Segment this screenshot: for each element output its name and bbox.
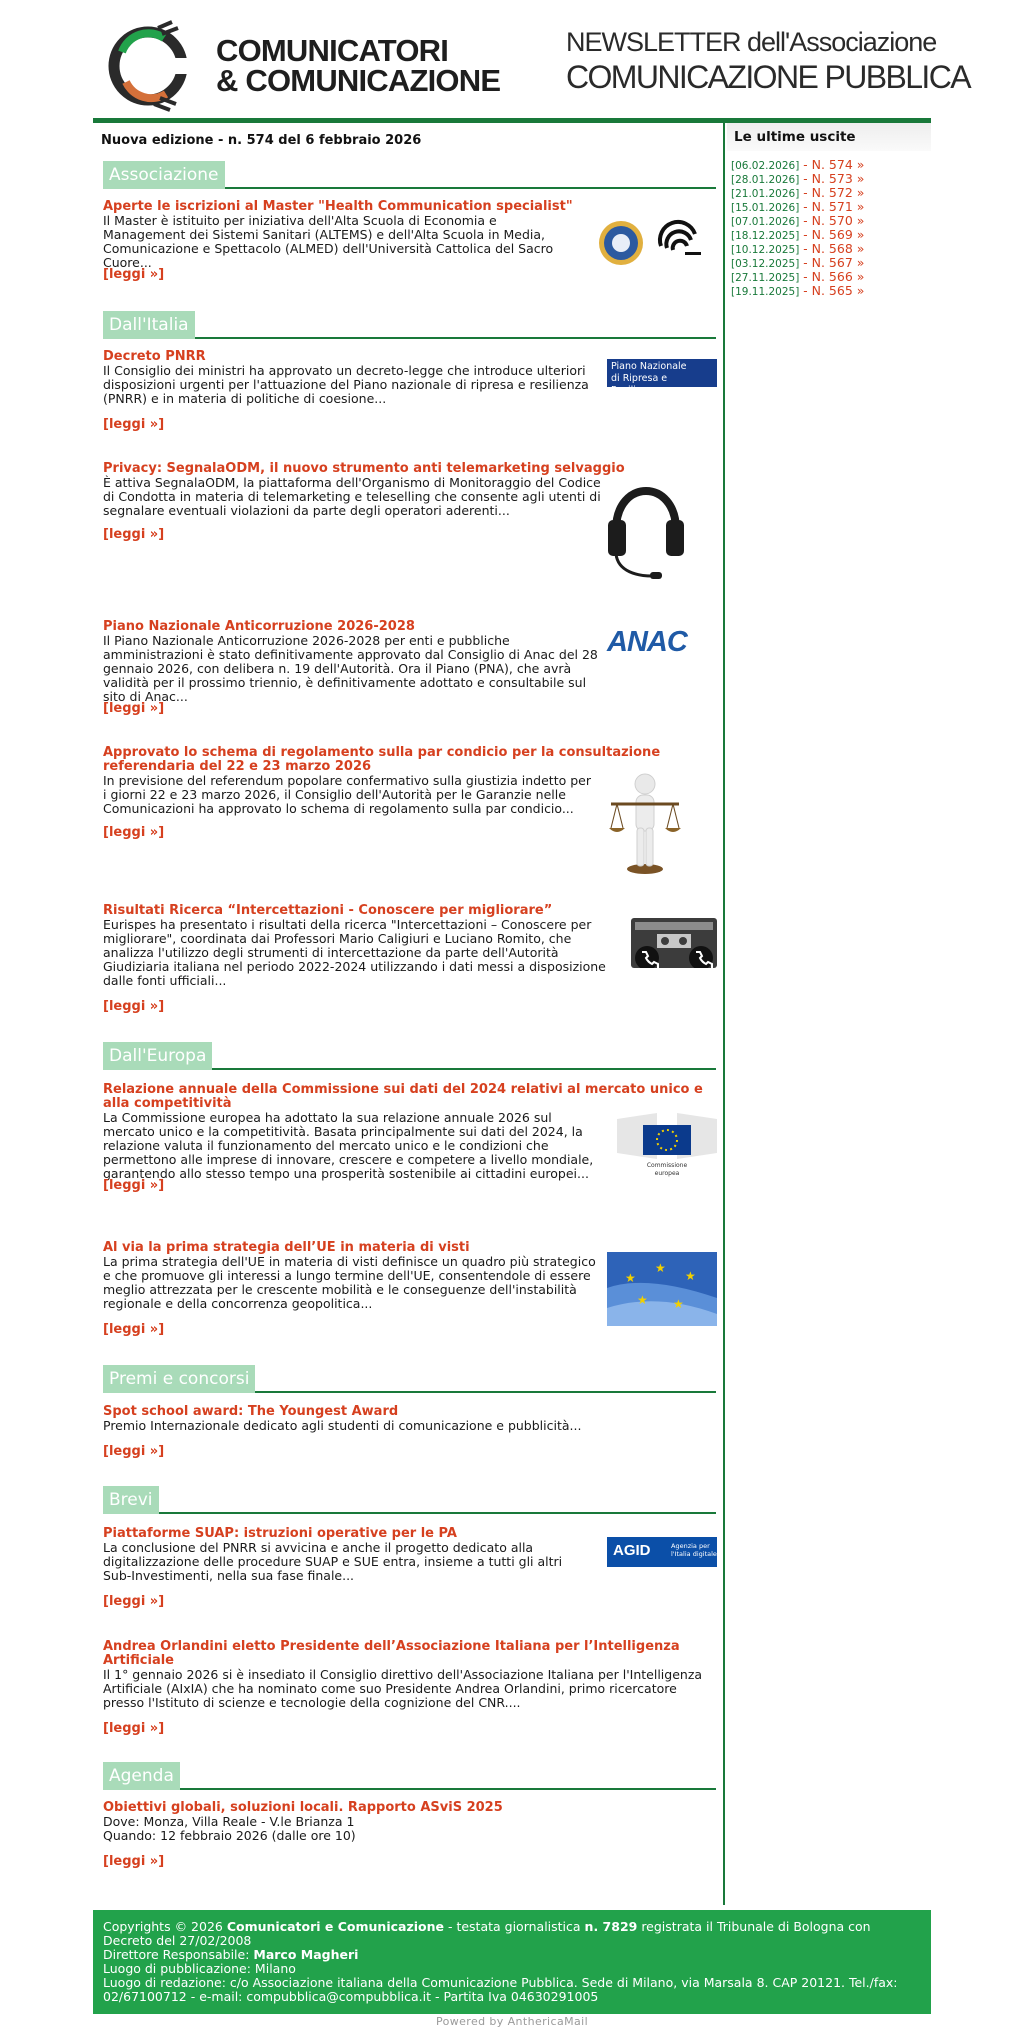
article-title-link[interactable]: Obiettivi globali, soluzioni locali. Rapporto ASviS 2025	[103, 1800, 503, 1815]
read-more-link[interactable]: [leggi »]	[103, 1854, 165, 1869]
footer	[93, 1910, 931, 2014]
logo-wordmark	[216, 33, 501, 98]
issue-separator: -	[803, 256, 808, 270]
issue-link[interactable]: N. 568 »	[811, 241, 865, 256]
read-more-link[interactable]: [leggi »]	[103, 825, 165, 840]
recent-issue-item[interactable]	[731, 172, 931, 186]
footer-decree-line: Decreto del 27/02/2008	[103, 1933, 252, 1948]
issue-separator: -	[803, 270, 808, 284]
pnrr-image[interactable]	[607, 359, 717, 396]
issue-link[interactable]: N. 570 »	[811, 213, 865, 228]
issue-date: [07.01.2026]	[731, 216, 800, 228]
article-title-link[interactable]: Piattaforme SUAP: istruzioni operative per le PA	[103, 1526, 457, 1541]
article-summary: In previsione del referendum popolare confermativo sulla giustizia indetto per i giorni 22 e 23 marzo 2026, il Consiglio dell'Autorità per le Garanzie nelle Comunicazioni ha approvato lo schema di regolamento sulla par condicio...	[103, 773, 591, 816]
article-summary: La Commissione europea ha adottato la sua relazione annuale 2026 sul mercato unico e la competitività. Basata principalmente sui dati del 2024, la relazione valuta il funzionamento del mercato unico e le condizioni che permettono alle imprese di innovare, crescere e competere a livello mondiale, garantendo allo stesso tempo una prosperità sostenibile ai cittadini europei...	[103, 1110, 594, 1181]
article-decreto-pnrr	[103, 350, 720, 440]
section-header-dall-europa	[103, 1042, 716, 1070]
star-icon: ★	[673, 1297, 684, 1311]
article-summary: Il 1° gennaio 2026 si è insediato il Consiglio direttivo dell'Associazione Italiana per l'Intelligenza Artificiale (AIxIA) che ha nominato come suo Presidente Andrea Orlandini, primo ricercatore presso l'Istituto di scienze e tecnologie della cognizione del CNR....	[103, 1667, 703, 1710]
article-intercettazioni	[103, 904, 720, 1044]
star-icon: ★	[655, 1261, 666, 1275]
article-title-link[interactable]: Spot school award: The Youngest Award	[103, 1404, 399, 1419]
article-strategia-visti	[103, 1241, 720, 1351]
section-title: Dall'Italia	[103, 311, 195, 339]
article-summary: Il Consiglio dei ministri ha approvato un decreto-legge che introduce ulteriori disposizioni urgenti per l'attuazione del Piano nazionale di ripresa e resilienza (PNRR) e in materia di politiche di coesione...	[103, 363, 589, 406]
footer-director-name: Marco Magheri	[253, 1947, 359, 1962]
issue-date: [28.01.2026]	[731, 174, 800, 186]
article-title-link[interactable]: Relazione annuale della Commissione sui dati del 2024 relativi al mercato unico e alla competitività	[103, 1082, 703, 1111]
issue-date: [15.01.2026]	[731, 202, 800, 214]
read-more-link[interactable]: [leggi »]	[103, 701, 165, 716]
recent-issue-item[interactable]	[731, 256, 931, 270]
article-details: Dove: Monza, Villa Reale - V.le Brianza 1 Quando: 12 febbraio 2026 (dalle ore 10)	[103, 1814, 356, 1843]
issue-link[interactable]: N. 565 »	[811, 283, 865, 298]
issue-link[interactable]: N. 573 »	[811, 171, 865, 186]
footer-text: - testata giornalistica	[443, 1919, 585, 1934]
article-piattaforme-suap	[103, 1527, 720, 1617]
section-header-brevi	[103, 1486, 716, 1514]
article-title-link[interactable]: Andrea Orlandini eletto Presidente dell’Associazione Italiana per l’Intelligenza Artificiale	[103, 1639, 680, 1668]
justice-figure-image[interactable]	[605, 770, 685, 876]
article-title-link[interactable]: Decreto PNRR	[103, 349, 206, 364]
commission-caption-2: europea	[654, 1170, 680, 1177]
issue-separator: -	[803, 284, 808, 298]
article-summary: Il Piano Nazionale Anticorruzione 2026-2028 per enti e pubbliche amministrazioni è stato definitivamente approvato dal Consiglio di Anac del 28 gennaio 2026, con delibera n. 19 dell'Autorità. Ora il Piano (PNA), che avrà validità per il prossimo triennio, è definitivamente adottato e consultabile sul sito di Anac...	[103, 633, 598, 704]
eu-flag-image[interactable]	[607, 1252, 717, 1326]
issue-date: [10.12.2025]	[731, 244, 800, 256]
issue-date: [21.01.2026]	[731, 188, 800, 200]
section-title: Agenda	[103, 1762, 180, 1790]
issue-date: [19.11.2025]	[731, 286, 800, 298]
star-icon: ★	[625, 1271, 636, 1285]
agid-logo-subtitle	[671, 1542, 717, 1558]
section-title: Dall'Europa	[103, 1042, 212, 1070]
recent-issue-item[interactable]	[731, 186, 931, 200]
article-spot-school	[103, 1405, 720, 1485]
pnrr-image-line-1: Piano Nazionale	[611, 361, 687, 372]
recent-issue-item[interactable]	[731, 228, 931, 242]
footer-registration-number: n. 7829	[584, 1919, 638, 1934]
read-more-link[interactable]: [leggi »]	[103, 1594, 165, 1609]
newsletter	[93, 0, 970, 2028]
article-rapporto-asvis	[103, 1801, 720, 1891]
recent-issue-item[interactable]	[731, 284, 931, 298]
issue-date: [06.02.2026]	[731, 160, 800, 172]
read-more-link[interactable]: [leggi »]	[103, 1444, 165, 1459]
recent-issues-list	[727, 151, 931, 298]
article-segnalaodm	[103, 462, 720, 602]
logo-line-2: & COMUNICAZIONE	[216, 63, 501, 98]
sidebar-title: Le ultime uscite	[727, 123, 931, 151]
anac-logo-image[interactable]: ANAC	[607, 626, 687, 658]
article-master-health	[103, 200, 720, 290]
section-header-dall-italia	[103, 311, 716, 339]
issue-link[interactable]: N. 572 »	[811, 185, 865, 200]
recent-issue-item[interactable]	[731, 242, 931, 256]
article-par-condicio	[103, 746, 720, 886]
article-anticorruzione	[103, 620, 720, 730]
read-more-link[interactable]: [leggi »]	[103, 999, 165, 1014]
footer-copyright-line	[103, 1920, 921, 1934]
section-header-premi-e-concorsi	[103, 1365, 716, 1393]
newsletter-title-line-1: NEWSLETTER dell'Associazione	[566, 27, 937, 57]
footer-publication-name: Comunicatori e Comunicazione	[226, 1919, 444, 1934]
read-more-link[interactable]: [leggi »]	[103, 1178, 165, 1193]
header	[93, 0, 970, 123]
recent-issue-item[interactable]	[731, 214, 931, 228]
content-columns	[93, 123, 931, 1905]
article-title-link[interactable]: Approvato lo schema di regolamento sulla par condicio per la consultazione referendaria del 22 e 23 marzo 2026	[103, 745, 661, 774]
footer-text: Direttore Responsabile:	[103, 1947, 254, 1962]
article-title-link[interactable]: Aperte le iscrizioni al Master "Health Communication specialist"	[103, 199, 573, 214]
article-summary: Il Master è istituito per iniziativa dell'Alta Scuola di Economia e Management dei Sistemi Sanitari (ALTEMS) e dell'Alta Scuola in Media, Comunicazione e Spettacolo (ALMED) dell'Università Cattolica del Sacro Cuore...	[103, 213, 554, 270]
section-header-agenda	[103, 1762, 716, 1790]
article-relazione-annuale	[103, 1083, 720, 1213]
pnrr-image-line-2: di Ripresa e Resilienza	[611, 373, 668, 396]
issue-separator: -	[803, 228, 808, 242]
footer-contacts: 02/67100712 - e-mail: compubblica@compubblica.it - Partita Iva 04630291005	[103, 1989, 599, 2004]
recent-issue-item[interactable]	[731, 270, 931, 284]
section-title: Premi e concorsi	[103, 1365, 255, 1393]
issue-separator: -	[803, 172, 808, 186]
logo-line-1: COMUNICATORI	[216, 33, 449, 68]
footer-text: Copyrights © 2026	[103, 1919, 227, 1934]
issue-separator: -	[803, 158, 808, 172]
article-summary: Premio Internazionale dedicato agli studenti di comunicazione e pubblicità...	[103, 1418, 582, 1433]
read-more-link[interactable]: [leggi »]	[103, 527, 165, 542]
agid-logo-image[interactable]	[607, 1537, 717, 1567]
commission-caption-1: Commissione	[646, 1162, 688, 1169]
section-title: Associazione	[103, 161, 225, 189]
article-summary: La prima strategia dell'UE in materia di visti definisce un quadro più strategico e che promuove gli interessi a lungo termine dell'UE, consentendole di essere meglio attrezzata per le crescente mobilità e le conseguenze dell'instabilità regionale e della concorrenza geopolitica...	[103, 1254, 596, 1311]
section-title: Brevi	[103, 1486, 159, 1514]
star-icon: ★	[685, 1269, 696, 1283]
article-title-link[interactable]: Piano Nazionale Anticorruzione 2026-2028	[103, 619, 415, 634]
footer-text: registrata il Tribunale di Bologna con	[637, 1919, 871, 1934]
recent-issue-item[interactable]	[731, 200, 931, 214]
article-title-link[interactable]: Al via la prima strategia dell’UE in materia di visti	[103, 1240, 470, 1255]
issue-date: [03.12.2025]	[731, 258, 800, 270]
article-summary: È attiva SegnalaODM, la piattaforma dell'Organismo di Monitoraggio del Codice di Condotta in materia di telemarketing e teleselling che consente agli utenti di segnalare eventuali violazioni da parte degli operatori aderenti...	[103, 475, 601, 518]
article-title-link[interactable]: Risultati Ricerca “Intercettazioni - Conoscere per migliorare”	[103, 903, 553, 918]
issue-date: [18.12.2025]	[731, 230, 800, 242]
issue-link[interactable]: N. 566 »	[811, 269, 865, 284]
footer-director-line	[103, 1948, 921, 1962]
agid-sub-2: l'Italia digitale	[671, 1550, 717, 1558]
read-more-link[interactable]: [leggi »]	[103, 1322, 165, 1337]
article-title-link[interactable]: Privacy: SegnalaODM, il nuovo strumento anti telemarketing selvaggio	[103, 461, 625, 476]
agid-sub-1: Agenzia per	[671, 1542, 710, 1550]
issue-separator: -	[803, 242, 808, 256]
star-icon: ★	[637, 1293, 648, 1307]
issue-separator: -	[803, 186, 808, 200]
newsletter-title-line-2: COMUNICAZIONE PUBBLICA	[566, 59, 970, 95]
issue-separator: -	[803, 214, 808, 228]
issue-link[interactable]: N. 567 »	[811, 255, 865, 270]
read-more-link[interactable]: [leggi »]	[103, 267, 165, 282]
edition-title: Nuova edizione - n. 574 del 6 febbraio 2026	[101, 133, 422, 148]
cassette-recorder-image[interactable]	[631, 918, 717, 968]
read-more-link[interactable]: [leggi »]	[103, 1721, 165, 1736]
agid-logo-text: AGID	[613, 1542, 651, 1559]
issue-separator: -	[803, 200, 808, 214]
main-column	[93, 123, 725, 1905]
issue-link[interactable]: N. 571 »	[811, 199, 865, 214]
issue-link[interactable]: N. 569 »	[811, 227, 865, 242]
sidebar	[727, 123, 931, 298]
footer-editorial-office: Luogo di redazione: c/o Associazione italiana della Comunicazione Pubblica. Sede di Milano, via Marsala 8. CAP 20121. Tel./fax:	[103, 1975, 898, 1990]
article-summary: La conclusione del PNRR si avvicina e anche il progetto dedicato alla digitalizzazione delle procedure SUAP e SUE entra, insieme a tutti gli altri Sub-Investimenti, nella sua fase finale...	[103, 1540, 563, 1583]
article-summary: Eurispes ha presentato i risultati della ricerca "Intercettazioni – Conoscere per migliorare", coordinata dai Professori Mario Caligiuri e Luciano Romito, che analizza l'utilizzo degli strumenti di intercettazione da parte dell'Autorità Giudiziaria italiana nel periodo 2022-2024 utilizzando i dati messi a disposizione dalle fonti ufficiali...	[103, 917, 606, 988]
issue-date: [27.11.2025]	[731, 272, 800, 284]
recent-issue-item[interactable]	[731, 158, 931, 172]
powered-by-link[interactable]: Powered by AnthericaMail	[435, 2015, 589, 2028]
section-header-associazione	[103, 161, 716, 189]
university-logos-image[interactable]	[599, 216, 705, 270]
issue-link[interactable]: N. 574 »	[811, 157, 865, 172]
headset-image[interactable]	[606, 468, 686, 586]
article-orlandini-aixia	[103, 1640, 720, 1750]
european-commission-logo-image[interactable]	[617, 1113, 717, 1183]
read-more-link[interactable]: [leggi »]	[103, 417, 165, 432]
logo-icon[interactable]	[108, 18, 194, 114]
footer-publication-place: Luogo di pubblicazione: Milano	[103, 1961, 296, 1976]
